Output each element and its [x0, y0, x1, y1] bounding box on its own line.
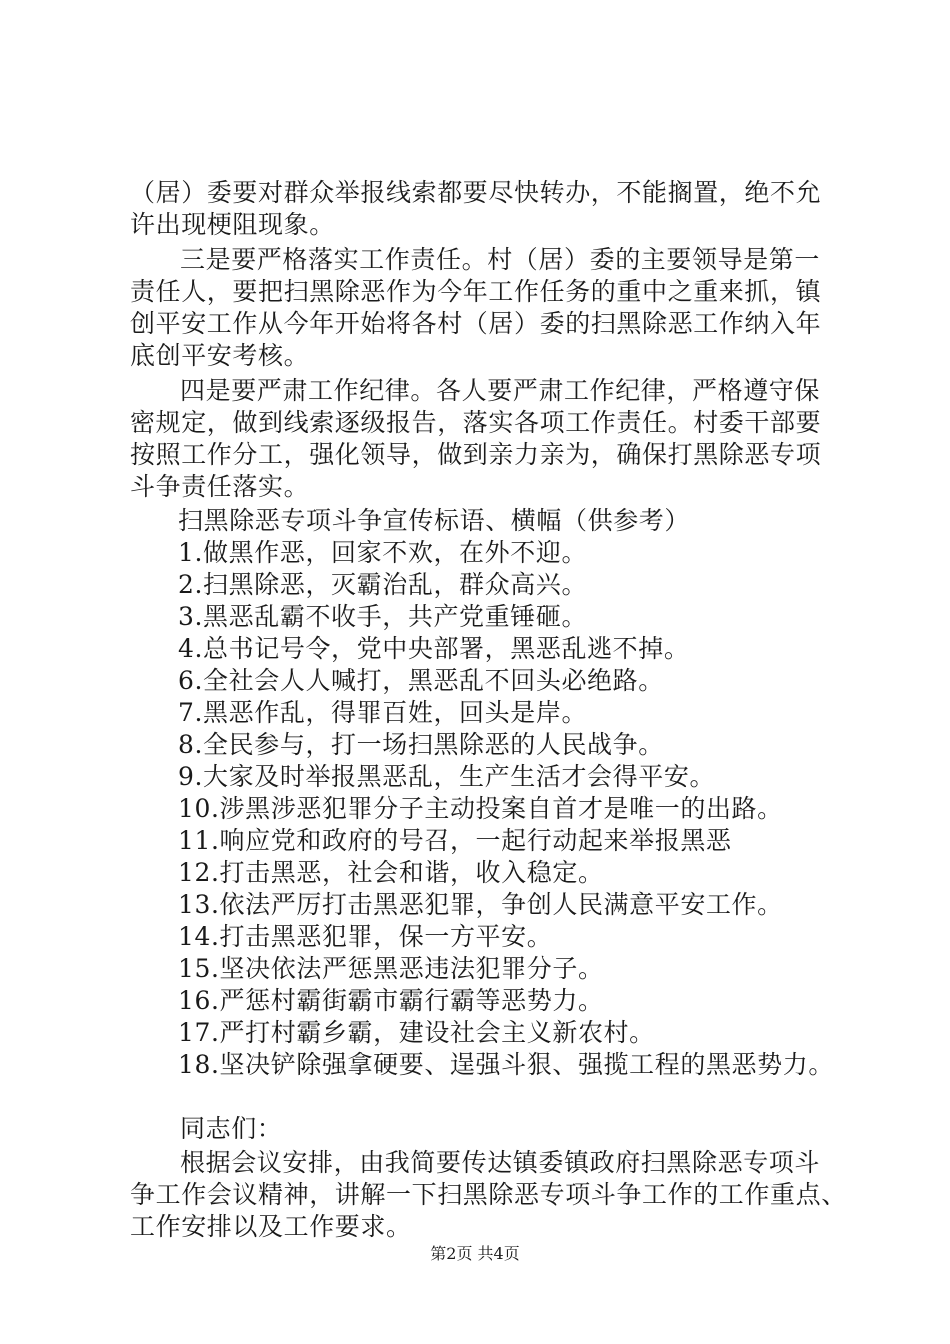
body-line: 争工作会议精神，讲解一下扫黑除恶专项斗争工作的工作重点、 [130, 1180, 847, 1209]
body-line: 密规定，做到线索逐级报告，落实各项工作责任。村委干部要 [130, 408, 822, 437]
slogan-item: 3.黑恶乱霸不收手，共产党重锤砸。 [178, 602, 588, 631]
slogan-item: 9.大家及时举报黑恶乱，生产生活才会得平安。 [178, 762, 716, 791]
slogan-item: 1.做黑作恶，回家不欢，在外不迎。 [178, 538, 588, 567]
slogan-item: 6.全社会人人喊打，黑恶乱不回头必绝路。 [178, 666, 664, 695]
slogan-heading: 扫黑除恶专项斗争宣传标语、横幅（供参考） [178, 506, 691, 535]
body-line: 责任人，要把扫黑除恶作为今年工作任务的重中之重来抓，镇 [130, 277, 822, 306]
slogan-item: 16.严惩村霸街霸市霸行霸等恶势力。 [178, 986, 604, 1015]
slogan-item: 14.打击黑恶犯罪，保一方平安。 [178, 922, 553, 951]
slogan-item: 12.打击黑恶，社会和谐，收入稳定。 [178, 858, 604, 887]
body-line: 斗争责任落实。 [130, 472, 310, 501]
body-line: 底创平安考核。 [130, 341, 310, 370]
body-line: （居）委要对群众举报线索都要尽快转办，不能搁置，绝不允 [130, 178, 822, 207]
slogan-item: 10.涉黑涉恶犯罪分子主动投案自首才是唯一的出路。 [178, 794, 783, 823]
slogan-item: 13.依法严厉打击黑恶犯罪，争创人民满意平安工作。 [178, 890, 783, 919]
body-line: 许出现梗阻现象。 [130, 210, 335, 239]
body-line: 工作安排以及工作要求。 [130, 1212, 412, 1241]
body-line: 按照工作分工，强化领导，做到亲力亲为，确保打黑除恶专项 [130, 440, 822, 469]
salutation: 同志们： [180, 1114, 283, 1143]
body-line: 创平安工作从今年开始将各村（居）委的扫黑除恶工作纳入年 [130, 309, 822, 338]
slogan-item: 8.全民参与，打一场扫黑除恶的人民战争。 [178, 730, 664, 759]
slogan-item: 4.总书记号令，党中央部署，黑恶乱逃不掉。 [178, 634, 690, 663]
slogan-item: 17.严打村霸乡霸，建设社会主义新农村。 [178, 1018, 655, 1047]
page-footer: 第2页 共4页 [430, 1244, 520, 1263]
slogan-item: 18.坚决铲除强拿硬要、逞强斗狠、强揽工程的黑恶势力。 [178, 1050, 834, 1079]
slogan-item: 15.坚决依法严惩黑恶违法犯罪分子。 [178, 954, 604, 983]
body-line: 根据会议安排，由我简要传达镇委镇政府扫黑除恶专项斗 [180, 1148, 821, 1177]
slogan-item: 2.扫黑除恶，灭霸治乱，群众高兴。 [178, 570, 588, 599]
slogan-item: 11.响应党和政府的号召，一起行动起来举报黑恶 [178, 826, 732, 855]
slogan-item: 7.黑恶作乱，得罪百姓，回头是岸。 [178, 698, 588, 727]
body-line: 四是要严肃工作纪律。各人要严肃工作纪律，严格遵守保 [180, 376, 821, 405]
body-line: 三是要严格落实工作责任。村（居）委的主要领导是第一 [180, 245, 821, 274]
